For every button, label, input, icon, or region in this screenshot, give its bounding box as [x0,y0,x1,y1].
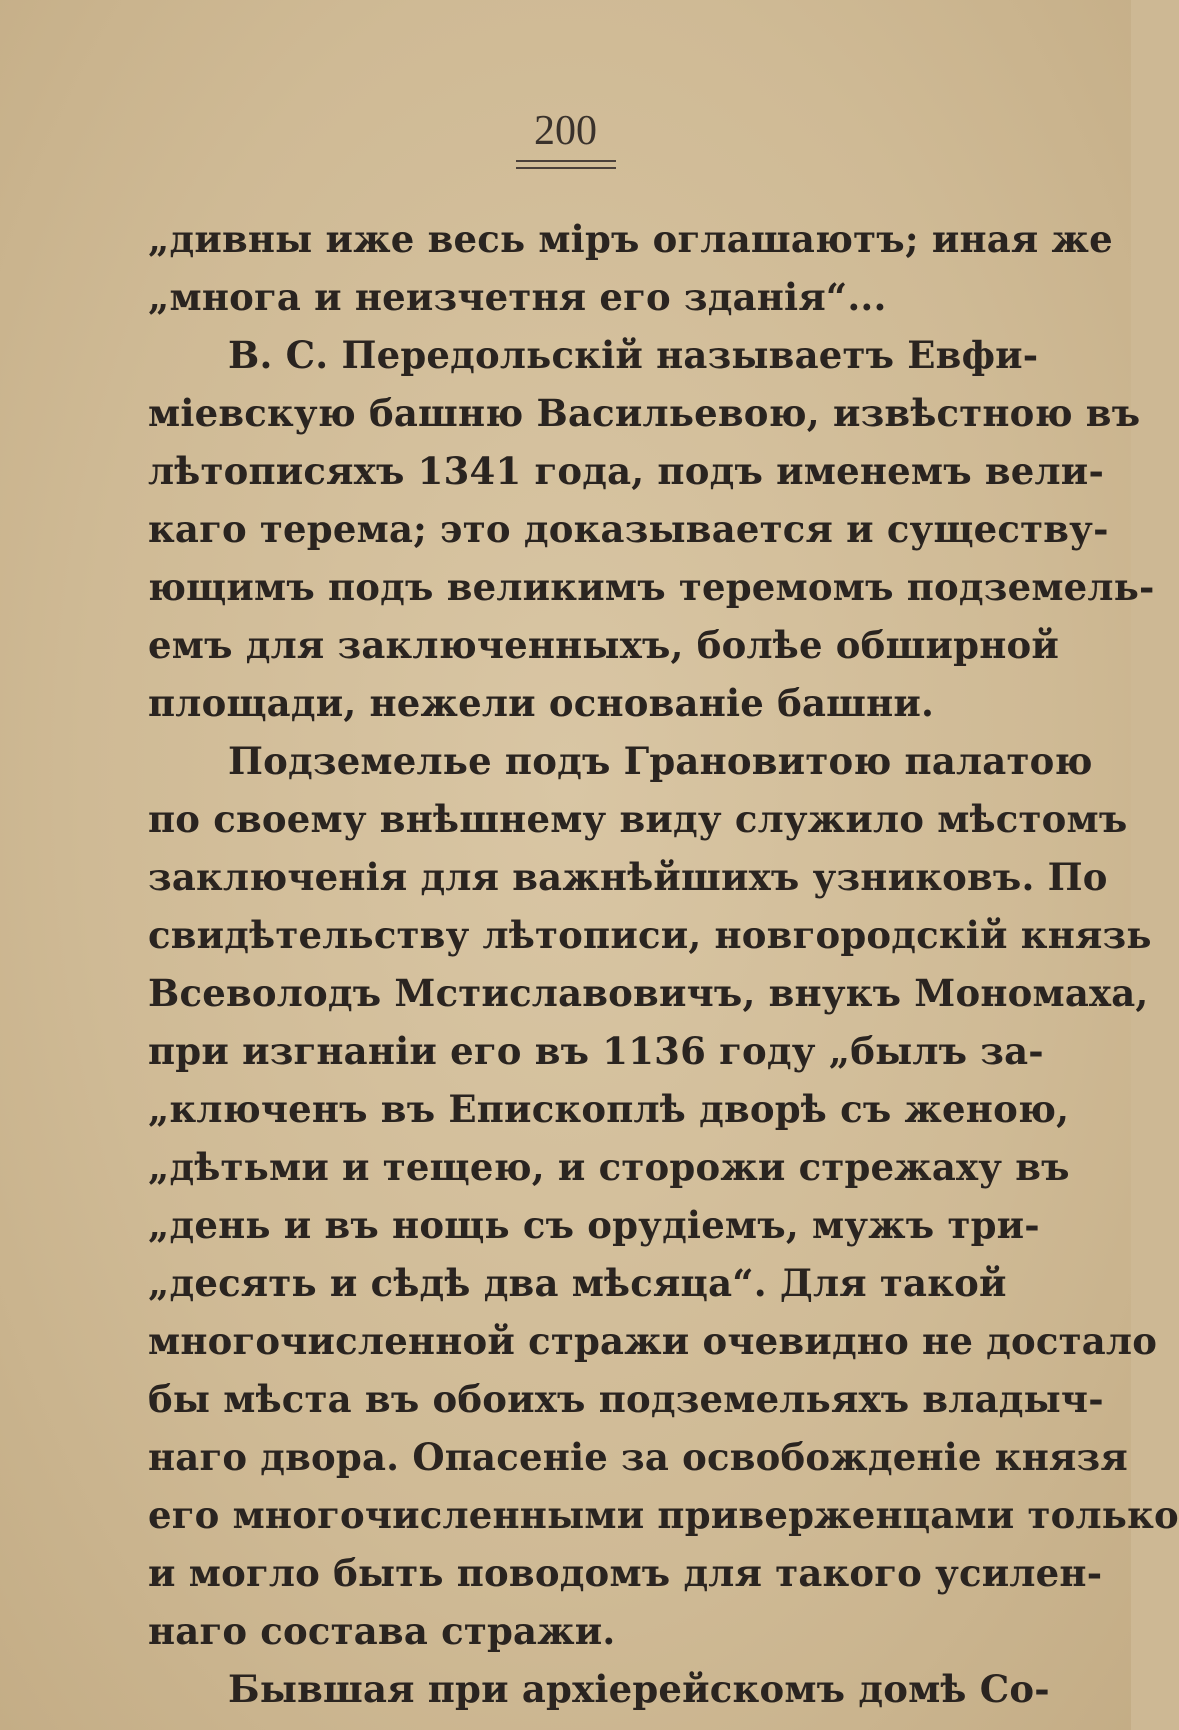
text-line: „дѣтьми и тещею, и сторожи стрежаху въ [148,1145,1070,1189]
text-line: наго двора. Опасеніе за освобожденіе князя [148,1435,1128,1479]
text-line: В. С. Передольскій называетъ Евфи- [228,333,1039,377]
text-line: его многочисленными приверженцами только [148,1493,1179,1537]
text-line: Бывшая при архіерейскомъ домѣ Со- [228,1667,1050,1711]
text-line: многочисленной стражи очевидно не достало [148,1319,1158,1363]
text-line: міевскую башню Васильевою, извѣстною въ [148,391,1141,435]
text-line: площади, нежели основаніе башни. [148,681,935,725]
page-number: 200 [534,108,597,154]
text-line: Подземелье подъ Грановитою палатою [228,739,1093,783]
text-line: свидѣтельству лѣтописи, новгородскій князь [148,913,1152,957]
text-line: каго терема; это доказывается и существу- [148,507,1109,551]
text-line: „дивны иже весь міръ оглашаютъ; иная же [148,217,1113,261]
text-line: заключенія для важнѣйшихъ узниковъ. По [148,855,1108,899]
text-line: и могло быть поводомъ для такого усилен- [148,1551,1103,1595]
text-line: „ключенъ въ Епископлѣ дворѣ съ женою, [148,1087,1070,1131]
text-line: наго состава стражи. [148,1609,616,1653]
text-line: Всеволодъ Мстиславовичъ, внукъ Мономаха, [148,971,1149,1015]
text-line: лѣтописяхъ 1341 года, подъ именемъ вели- [148,449,1104,493]
text-line: емъ для заключенныхъ, болѣе обширной [148,623,1060,667]
text-line: при изгнаніи его въ 1136 году „былъ за- [148,1029,1044,1073]
text-line: „день и въ нощь съ орудіемъ, мужъ три- [148,1203,1040,1247]
body-text [148,210,1179,1718]
header-rule-bottom [516,167,616,169]
text-line: по своему внѣшнему виду служило мѣстомъ [148,797,1128,841]
text-line: „десять и сѣдѣ два мѣсяца“. Для такой [148,1261,1007,1305]
text-line: „многа и неизчетня его зданія“... [148,275,887,319]
text-line: бы мѣста въ обоихъ подземельяхъ владыч- [148,1377,1104,1421]
header-rule-top [516,160,616,162]
text-line: ющимъ подъ великимъ теремомъ подземель- [148,565,1155,609]
